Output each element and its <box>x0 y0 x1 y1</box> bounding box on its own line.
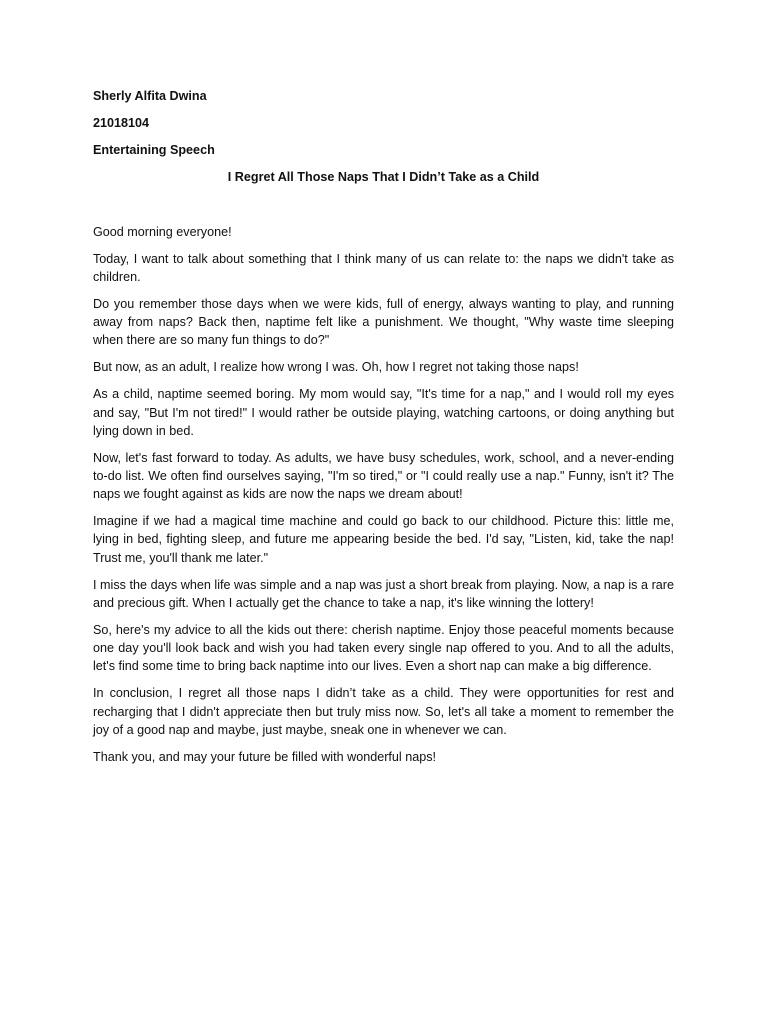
paragraph-miss: I miss the days when life was simple and a nap was just a short break from playing. Now, a nap is a rare and precious gift. When I actually get the chance to take a nap, it's like winning the lottery! <box>93 577 674 610</box>
assignment-type: Entertaining Speech <box>93 142 215 157</box>
student-id: 21018104 <box>93 115 150 130</box>
paragraph-conclusion: In conclusion, I regret all those naps I didn’t take as a child. They were opportunities for rest and recharging that I didn't appreciate then but truly miss now. So, let's all take a moment to remember the joy of a good nap and maybe, just maybe, sneak one in whenever we can. <box>93 686 674 737</box>
paragraph-regret: But now, as an adult, I realize how wrong I was. Oh, how I regret not taking those naps! <box>93 360 579 375</box>
paragraph-remember: Do you remember those days when we were kids, full of energy, always wanting to play, and running away from naps? Back then, naptime felt like a punishment. We thought, "Why waste time sleeping when there are so many fun things to do?" <box>93 296 674 348</box>
paragraph-intro: Today, I want to talk about something that I think many of us can relate to: the naps we didn't take as children. <box>93 251 674 284</box>
paragraph-childhood: As a child, naptime seemed boring. My mom would say, "It's time for a nap," and I would roll my eyes and say, "But I'm not tired!" I would rather be outside playing, watching cartoons, or doing anything but lying down in bed. <box>93 387 674 438</box>
document-body <box>93 87 674 775</box>
paragraph-advice: So, here's my advice to all the kids out there: cherish naptime. Enjoy those peaceful moments because one day you'll look back and wish you had taken every single nap offered to you. And to all the adults, let's find some time to bring back naptime into our lives. Even a short nap can make a big difference. <box>93 622 674 674</box>
paragraph-time-machine: Imagine if we had a magical time machine and could go back to our childhood. Picture this: little me, lying in bed, fighting sleep, and future me appearing beside the bed. I'd say, "Listen, kid, take the nap! Trust me, you'll thank me later." <box>93 514 674 565</box>
author-name: Sherly Alfita Dwina <box>93 89 207 103</box>
paragraph-today: Now, let's fast forward to today. As adults, we have busy schedules, work, school, and a never-ending to-do list. We often find ourselves saying, "I'm so tired," or "I could really use a nap." Funny, isn't it? The naps we fought against as kids are now the naps we dream about! <box>93 450 674 502</box>
speech-title: I Regret All Those Naps That I Didn’t Take as a Child <box>227 169 540 184</box>
paragraph-closing: Thank you, and may your future be filled with wonderful naps! <box>93 749 437 764</box>
paragraph-greeting: Good morning everyone! <box>93 224 232 239</box>
